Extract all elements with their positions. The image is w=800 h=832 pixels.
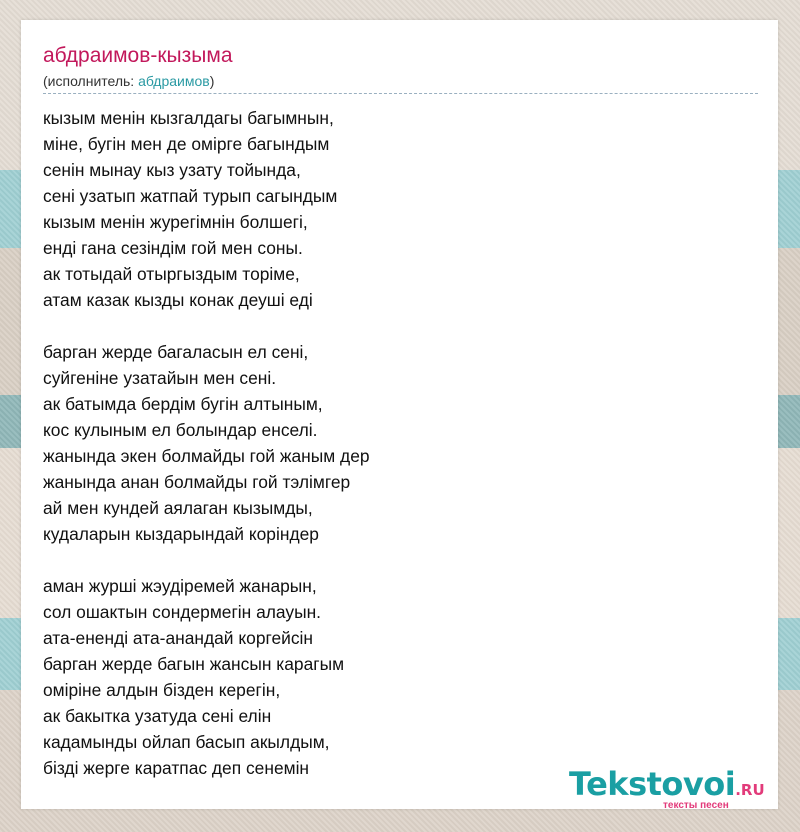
lyric-line: бізді жерге каратпас деп сенемін bbox=[43, 758, 310, 778]
lyric-line: ак батымда бердім бугін алтыным, bbox=[43, 394, 323, 414]
lyrics-text bbox=[43, 105, 758, 781]
site-logo[interactable] bbox=[569, 765, 765, 811]
lyric-line: барган жерде багын жансын карагым bbox=[43, 654, 345, 674]
lyric-line: жанында анан болмайды гой тэлімгер bbox=[43, 472, 351, 492]
lyric-line: суйгеніне узатайын мен сені. bbox=[43, 368, 277, 388]
lyric-line: ата-ененді ата-анандай коргейсін bbox=[43, 628, 314, 648]
performer-label: (исполнитель: bbox=[43, 73, 139, 89]
lyric-line: кадамынды ойлап басып акылдым, bbox=[43, 732, 330, 752]
lyric-line: кызым менін кызгалдагы багымнын, bbox=[43, 108, 334, 128]
lyric-line: кос кулыным ел болындар енселі. bbox=[43, 420, 318, 440]
performer-close: ) bbox=[209, 73, 215, 89]
lyric-line: барган жерде багаласын ел сені, bbox=[43, 342, 309, 362]
lyric-line: оміріне алдын бізден керегін, bbox=[43, 680, 281, 700]
logo-tld: .RU bbox=[735, 781, 765, 799]
lyric-line: міне, бугін мен де омірге багындым bbox=[43, 134, 330, 154]
lyrics-card bbox=[21, 20, 778, 809]
performer-line bbox=[43, 73, 214, 89]
logo-wordmark: Tekstovoi bbox=[569, 765, 736, 803]
lyric-line: ай мен кундей аялаган кызымды, bbox=[43, 498, 313, 518]
lyric-line: сенін мынау кыз узату тойында, bbox=[43, 160, 301, 180]
lyric-line: атам казак кызды конак деуші еді bbox=[43, 290, 313, 310]
stanza-break bbox=[43, 547, 758, 573]
lyric-line: енді гана сезіндім гой мен соны. bbox=[43, 238, 303, 258]
logo-tagline: тексты песен bbox=[663, 800, 729, 811]
song-title: абдраимов-кызыма bbox=[43, 44, 233, 67]
title-divider bbox=[43, 93, 758, 94]
lyric-line: сол ошактын сондермегін алауын. bbox=[43, 602, 322, 622]
stanza-break bbox=[43, 313, 758, 339]
lyric-line: сені узатып жатпай турып сагындым bbox=[43, 186, 338, 206]
lyric-line: ак бакытка узатуда сені елін bbox=[43, 706, 272, 726]
lyric-line: жанында экен болмайды гой жаным дер bbox=[43, 446, 370, 466]
lyric-line: кудаларын кыздарындай коріндер bbox=[43, 524, 319, 544]
lyric-line: аман журші жэудіремей жанарын, bbox=[43, 576, 317, 596]
lyric-line: ак тотыдай отыргыздым торіме, bbox=[43, 264, 300, 284]
performer-link[interactable]: абдраимов bbox=[138, 73, 210, 89]
lyric-line: кызым менін журегімнін болшегі, bbox=[43, 212, 308, 232]
